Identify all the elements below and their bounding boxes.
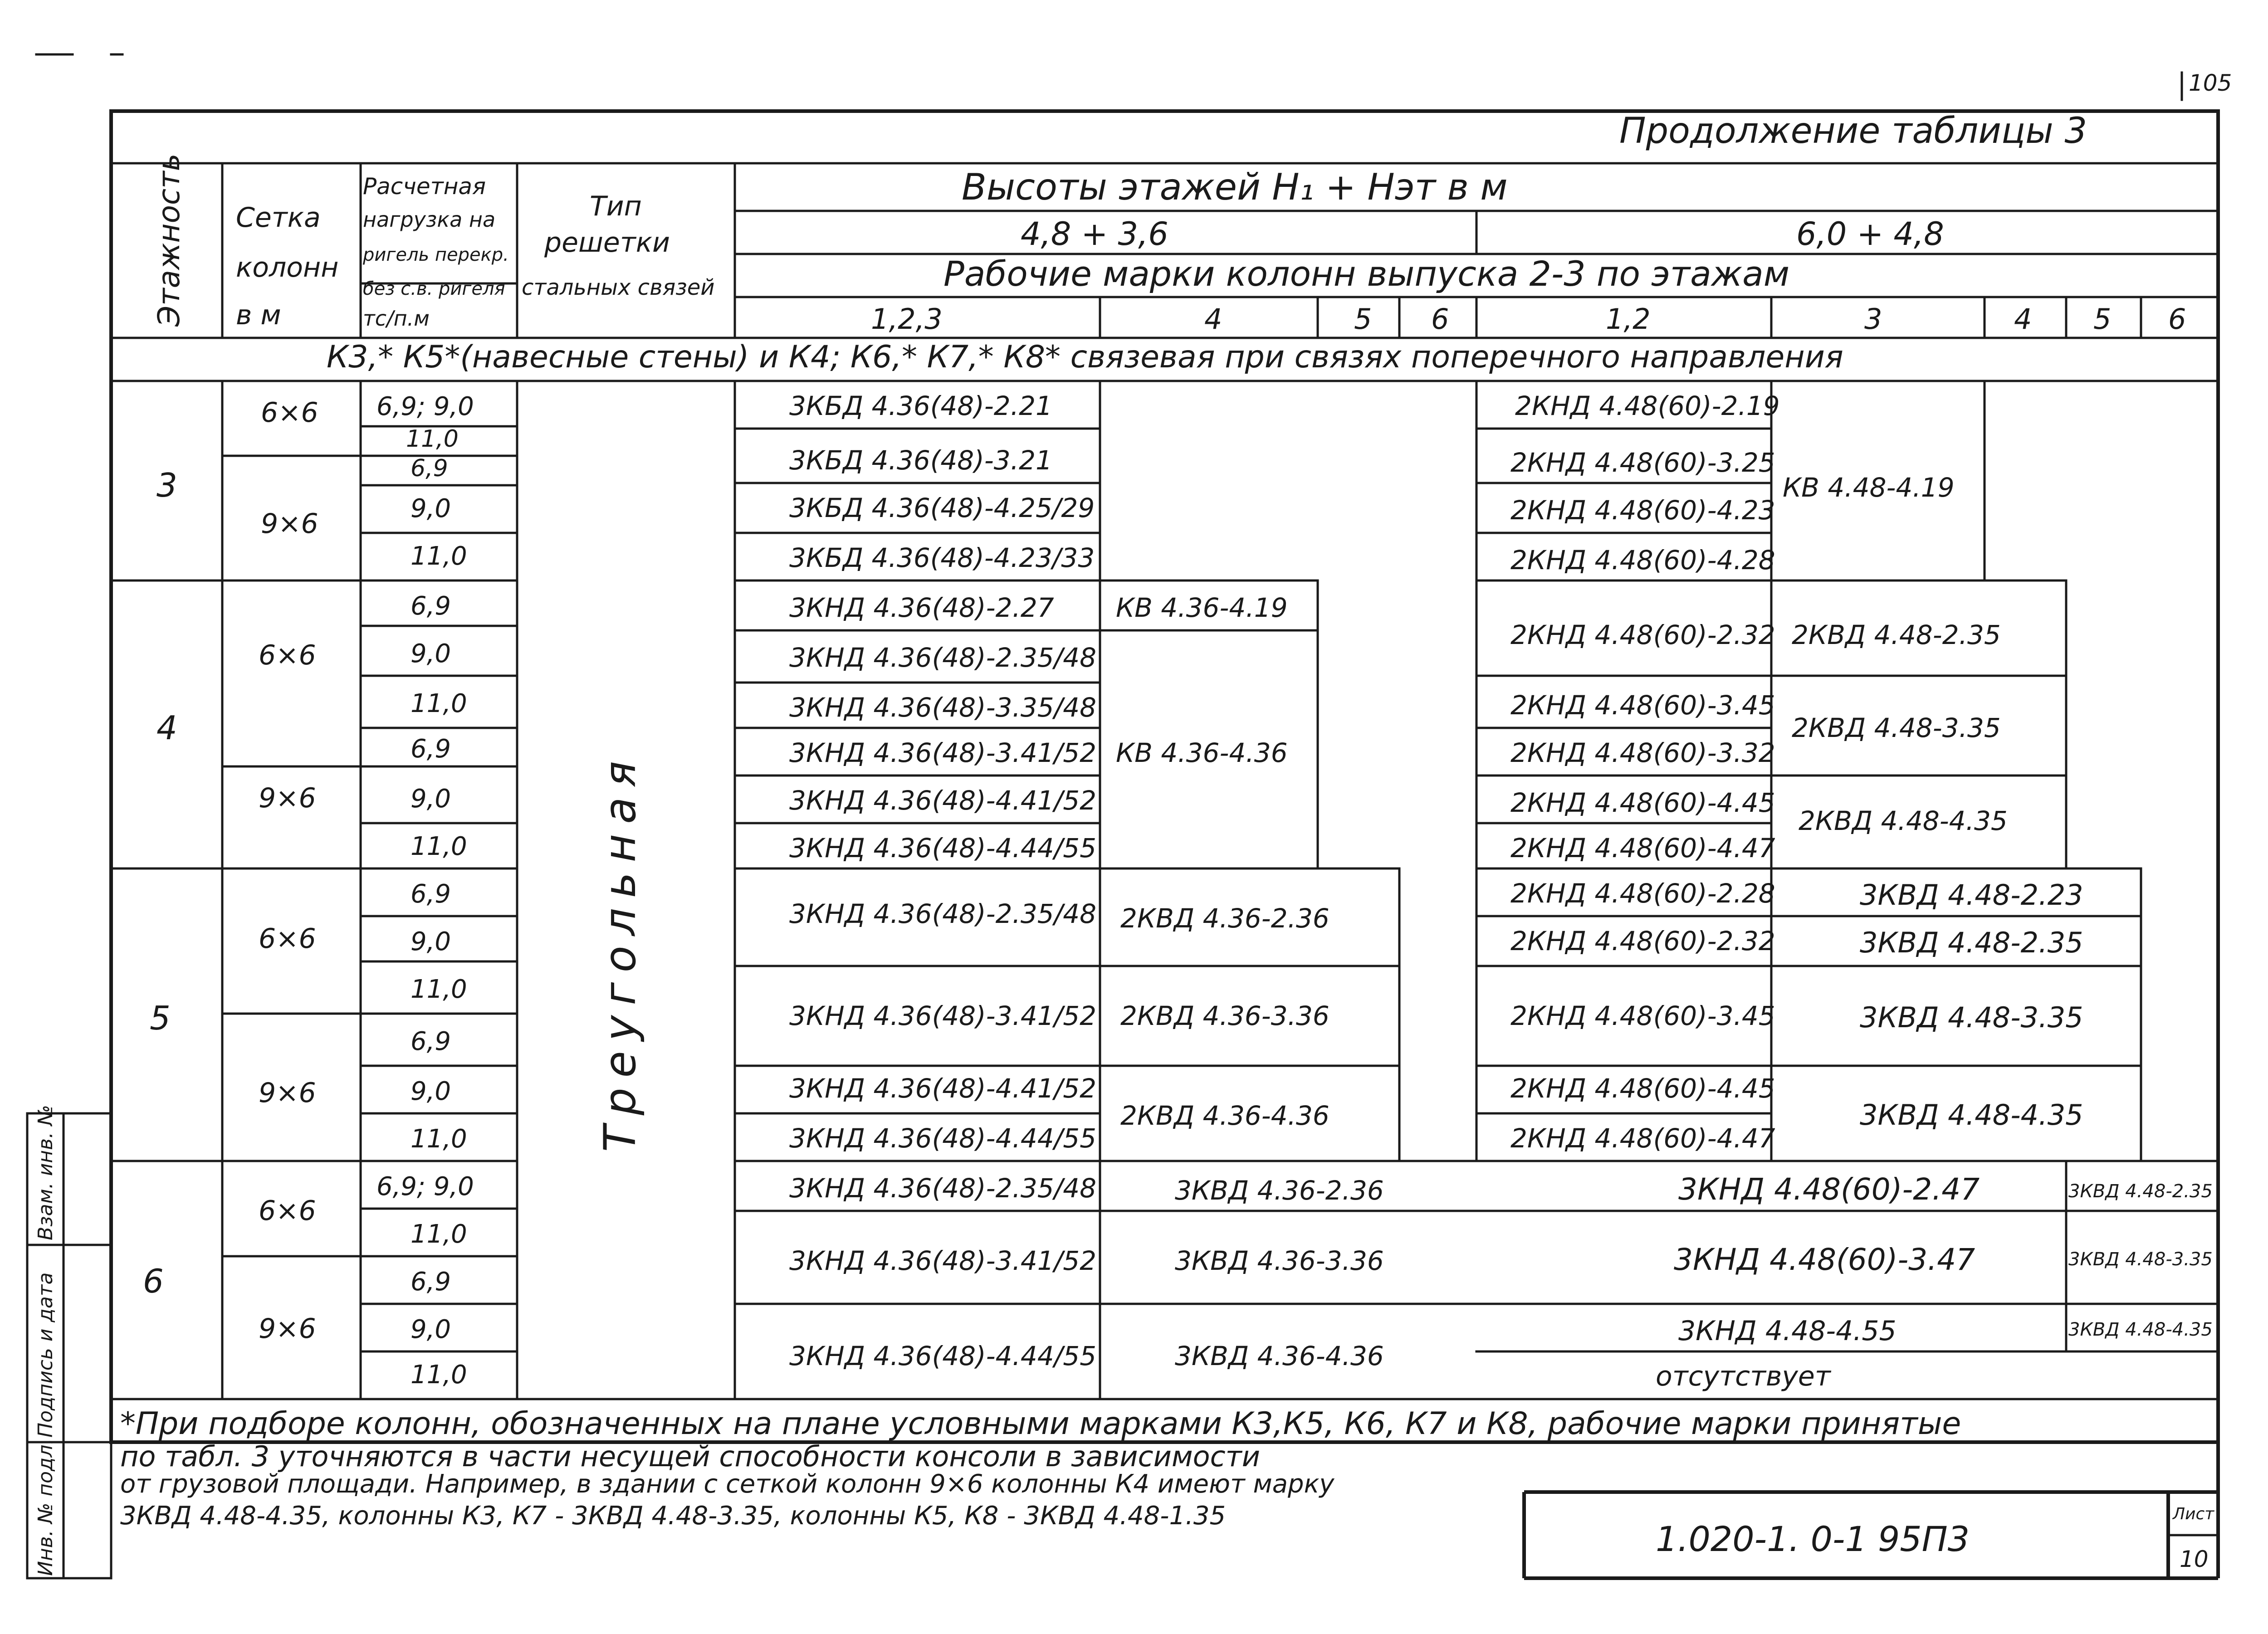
load-cell: 6,9; 9,0 bbox=[376, 1172, 474, 1201]
mark-cell: 3КНД 4.36(48)-2.27 bbox=[789, 592, 1054, 623]
mark-cell: 2КНД 4.48(60)-4.23 bbox=[1510, 495, 1775, 526]
mark-cell: 3КВД 4.48-4.35 bbox=[2068, 1319, 2213, 1340]
mark-cell: 2КВД 4.48-2.35 bbox=[1792, 619, 2001, 650]
footnote-line: от грузовой площади. Например, в здании с сеткой колонн 9×6 колонны К4 имеют марку bbox=[120, 1469, 1334, 1499]
lattice-type: Треугольная bbox=[595, 751, 645, 1152]
mark-cell: 3КВД 4.36-2.36 bbox=[1175, 1175, 1384, 1206]
mark-cell: 3КБД 4.36(48)-4.23/33 bbox=[789, 542, 1095, 573]
grid-cell: 6×6 bbox=[261, 397, 318, 429]
load-cell: 11,0 bbox=[411, 541, 467, 571]
mark-cell: 3КНД 4.48-4.55 bbox=[1678, 1315, 1897, 1347]
floor-b-5: 6 bbox=[2168, 302, 2186, 336]
mark-cell: 2КВД 4.48-3.35 bbox=[1792, 712, 2001, 743]
floor-b-2: 3 bbox=[1864, 302, 1882, 336]
grid-cell: 9×6 bbox=[261, 508, 318, 540]
mark-cell: 3КНД 4.36(48)-2.35/48 bbox=[789, 898, 1097, 929]
sheet-mark: 105 bbox=[2189, 70, 2232, 96]
header-load-line5: тс/п.м bbox=[363, 306, 430, 331]
mark-cell: 2КНД 4.48(60)-3.45 bbox=[1510, 1000, 1775, 1031]
mark-cell: 2КВД 4.36-3.36 bbox=[1120, 1000, 1330, 1031]
header-working-marks: Рабочие марки колонн выпуска 2-3 по этажам bbox=[943, 254, 1790, 294]
header-grid-line3: в м bbox=[236, 299, 281, 331]
mark-cell: 3КВД 4.48-2.35 bbox=[2068, 1181, 2213, 1202]
header-lattice-line3: стальных связей bbox=[522, 275, 715, 300]
load-cell: 11,0 bbox=[411, 1360, 467, 1390]
mark-cell: 3КНД 4.36(48)-4.44/55 bbox=[789, 1123, 1097, 1154]
mark-cell: 3КВД 4.48-2.23 bbox=[1860, 878, 2083, 912]
load-cell: 11,0 bbox=[411, 975, 467, 1004]
load-cell: 6,9 bbox=[411, 879, 451, 909]
mark-cell: 2КВД 4.36-2.36 bbox=[1120, 903, 1330, 934]
grid-cell: 9×6 bbox=[259, 1077, 316, 1109]
floor-b-1: 1,2 bbox=[1606, 302, 1651, 336]
storey-3: 3 bbox=[156, 466, 177, 504]
mark-cell: 3КБД 4.36(48)-3.21 bbox=[789, 445, 1052, 476]
mark-cell: 2КНД 4.48(60)-3.32 bbox=[1510, 737, 1775, 768]
grid-cell: 9×6 bbox=[259, 782, 316, 814]
mark-cell: 2КНД 4.48(60)-2.19 bbox=[1515, 390, 1780, 421]
load-cell: 9,0 bbox=[411, 1315, 451, 1344]
mark-cell: 2КНД 4.48(60)-2.32 bbox=[1510, 926, 1775, 956]
mark-cell: 2КНД 4.48(60)-4.45 bbox=[1510, 1073, 1775, 1104]
load-cell: 6,9; 9,0 bbox=[376, 392, 474, 421]
load-cell: 9,0 bbox=[411, 784, 451, 814]
header-lattice-line2: решетки bbox=[544, 227, 670, 259]
mark-cell: 2КВД 4.48-4.35 bbox=[1799, 805, 2008, 836]
mark-cell: 3КНД 4.36(48)-4.44/55 bbox=[789, 1341, 1097, 1371]
mark-cell: 3КНД 4.36(48)-3.41/52 bbox=[789, 737, 1097, 768]
mark-cell: 3КНД 4.36(48)-4.41/52 bbox=[789, 1073, 1097, 1104]
header-storeys: Этажность bbox=[152, 153, 186, 327]
mark-cell: 3КВД 4.48-4.35 bbox=[1860, 1098, 2083, 1132]
load-cell: 6,9 bbox=[411, 455, 448, 482]
storey-4: 4 bbox=[156, 709, 177, 747]
load-cell: 9,0 bbox=[411, 1077, 451, 1106]
grid-cell: 6×6 bbox=[259, 639, 316, 671]
storey-6: 6 bbox=[143, 1262, 164, 1300]
side-replaces-inv: Взам. инв. № bbox=[34, 1105, 57, 1240]
floor-a-2: 4 bbox=[1204, 302, 1222, 336]
mark-cell: 3КНД 4.36(48)-4.41/52 bbox=[789, 785, 1097, 816]
side-signature-date: Подпись и дата bbox=[34, 1272, 57, 1438]
header-load-line2: нагрузка на bbox=[363, 207, 496, 232]
mark-cell: 3КВД 4.36-4.36 bbox=[1175, 1341, 1384, 1371]
mark-cell: 3КНД 4.48(60)-3.47 bbox=[1674, 1242, 1975, 1277]
mark-cell: 3КНД 4.36(48)-3.41/52 bbox=[789, 1000, 1097, 1031]
load-cell: 11,0 bbox=[411, 689, 467, 718]
mark-cell: КВ 4.36-4.36 bbox=[1116, 737, 1288, 768]
mark-cell: 3КВД 4.48-3.35 bbox=[2068, 1249, 2213, 1270]
mark-cell: КВ 4.48-4.19 bbox=[1783, 472, 1955, 503]
sheet-number: 10 bbox=[2180, 1546, 2209, 1572]
mark-cell: 2КНД 4.48(60)-4.47 bbox=[1510, 833, 1775, 863]
section-title: К3,* К5*(навесные стены) и К4; К6,* К7,* К8* связевая при связях поперечного направления bbox=[327, 339, 1843, 375]
header-height-group-b: 6,0 + 4,8 bbox=[1796, 215, 1944, 253]
footnote-line: по табл. 3 уточняются в части несущей способности консоли в зависимости bbox=[120, 1440, 1261, 1473]
floor-b-4: 5 bbox=[2093, 302, 2112, 336]
load-cell: 6,9 bbox=[411, 734, 451, 764]
load-cell: 11,0 bbox=[411, 1124, 467, 1154]
mark-cell: 2КВД 4.36-4.36 bbox=[1120, 1100, 1330, 1131]
grid-cell: 6×6 bbox=[259, 1195, 316, 1227]
mark-cell: 2КНД 4.48(60)-4.47 bbox=[1510, 1123, 1775, 1154]
mark-cell: 2КНД 4.48(60)-4.28 bbox=[1510, 545, 1775, 576]
mark-cell: 2КНД 4.48(60)-3.25 bbox=[1510, 447, 1775, 478]
floor-b-3: 4 bbox=[2014, 302, 2032, 336]
mark-cell: 3КНД 4.48(60)-2.47 bbox=[1678, 1172, 1980, 1207]
mark-cell: 2КНД 4.48(60)-2.28 bbox=[1510, 878, 1775, 909]
grid-cell: 6×6 bbox=[259, 923, 316, 955]
mark-cell: КВ 4.36-4.19 bbox=[1116, 592, 1288, 623]
mark-cell: 3КНД 4.36(48)-3.41/52 bbox=[789, 1245, 1097, 1276]
header-lattice-line1: Тип bbox=[590, 190, 642, 222]
mark-cell: 3КВД 4.48-2.35 bbox=[1860, 926, 2083, 959]
header-grid-line2: колонн bbox=[236, 252, 339, 283]
mark-cell: 2КНД 4.48(60)-2.32 bbox=[1510, 619, 1775, 650]
footnote-line: 3КВД 4.48-4.35, колонны К3, К7 - 3КВД 4.48-3.35, колонны К5, К8 - 3КВД 4.48-1.35 bbox=[120, 1501, 1226, 1531]
load-cell: 11,0 bbox=[411, 832, 467, 861]
load-cell: 6,9 bbox=[411, 1267, 451, 1297]
mark-cell: 2КНД 4.48(60)-4.45 bbox=[1510, 787, 1775, 818]
load-cell: 6,9 bbox=[411, 1027, 451, 1056]
mark-cell: 3КНД 4.36(48)-2.35/48 bbox=[789, 1173, 1097, 1204]
mark-cell: 3КНД 4.36(48)-2.35/48 bbox=[789, 642, 1097, 673]
mark-cell: отсутствует bbox=[1656, 1361, 1831, 1392]
load-cell: 9,0 bbox=[411, 639, 451, 668]
header-grid-line1: Сетка bbox=[236, 202, 321, 234]
table-continued-title: Продолжение таблицы 3 bbox=[1619, 111, 2087, 151]
mark-cell: 3КВД 4.36-3.36 bbox=[1175, 1245, 1384, 1276]
load-cell: 6,9 bbox=[411, 591, 451, 621]
load-cell: 11,0 bbox=[406, 425, 459, 453]
mark-cell: 3КНД 4.36(48)-3.35/48 bbox=[789, 692, 1097, 723]
header-height-group-a: 4,8 + 3,6 bbox=[1021, 215, 1168, 253]
mark-cell: 2КНД 4.48(60)-3.45 bbox=[1510, 690, 1775, 721]
header-load-line1: Расчетная bbox=[363, 173, 486, 200]
sheet-label: Лист bbox=[2173, 1505, 2214, 1523]
mark-cell: 3КБД 4.36(48)-2.21 bbox=[789, 390, 1052, 421]
mark-cell: 3КНД 4.36(48)-4.44/55 bbox=[789, 833, 1097, 863]
header-load-line4: без с.в. ригеля bbox=[363, 278, 505, 299]
footnote-line: *При подборе колонн, обозначенных на плане условными марками К3,К5, К6, К7 и К8, рабочие марки принятые bbox=[120, 1406, 1961, 1442]
mark-cell: 3КВД 4.48-3.35 bbox=[1860, 1001, 2083, 1034]
document-code: 1.020-1. 0-1 95П3 bbox=[1656, 1519, 1970, 1559]
floor-a-1: 1,2,3 bbox=[871, 302, 943, 336]
header-heights: Высоты этажей H₁ + Hэт в м bbox=[962, 166, 1508, 208]
floor-a-4: 6 bbox=[1431, 302, 1449, 336]
header-load-line3: ригель перекр. bbox=[363, 244, 509, 265]
side-inv-original: Инв. № подл. bbox=[34, 1438, 57, 1576]
floor-a-3: 5 bbox=[1354, 302, 1372, 336]
grid-cell: 9×6 bbox=[259, 1313, 316, 1345]
storey-5: 5 bbox=[150, 999, 171, 1037]
load-cell: 9,0 bbox=[411, 927, 451, 956]
mark-cell: 3КБД 4.36(48)-4.25/29 bbox=[789, 493, 1095, 523]
load-cell: 11,0 bbox=[411, 1219, 467, 1249]
load-cell: 9,0 bbox=[411, 494, 451, 523]
